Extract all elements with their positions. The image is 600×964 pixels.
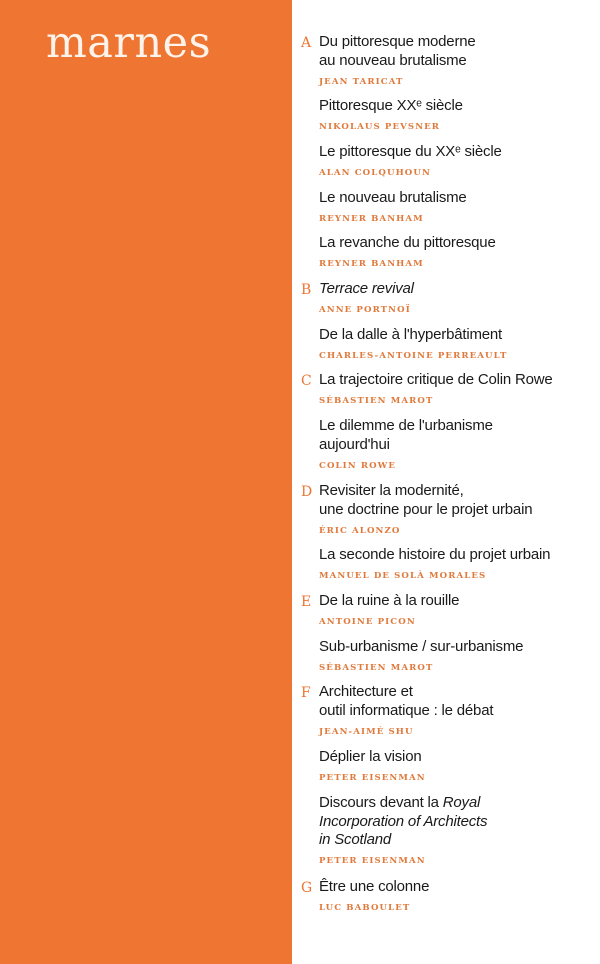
entry-title: Sub-urbanisme / sur-urbanisme xyxy=(319,638,524,655)
entry-title: De la dalle à l'hyperbâtiment xyxy=(319,326,503,343)
entry-title: Architecture et outil informatique : le débat xyxy=(319,683,494,719)
entry-title: La trajectoire critique de Colin Rowe xyxy=(319,371,553,388)
section-letter: G xyxy=(301,880,313,896)
table-of-contents xyxy=(292,0,600,964)
entry-author: ANNE PORTNOÏ xyxy=(319,305,411,315)
section-letter: F xyxy=(301,685,311,701)
entry-author: PETER EISENMAN xyxy=(319,773,426,783)
section-letter: E xyxy=(301,594,312,610)
entry-author: ÉRIC ALONZO xyxy=(319,526,401,536)
entry-author: SÉBASTIEN MAROT xyxy=(319,663,434,673)
entry-author: COLIN ROWE xyxy=(319,461,397,471)
entry-author: REYNER BANHAM xyxy=(319,214,424,224)
entry-author: ALAN COLQUHOUN xyxy=(319,168,431,178)
entry-author: MANUEL DE SOLÀ MORALES xyxy=(319,571,487,581)
entry-title: Le dilemme de l'urbanisme aujourd'hui xyxy=(319,417,493,453)
entry-title: Le nouveau brutalisme xyxy=(319,189,467,206)
entry-title: La seconde histoire du projet urbain xyxy=(319,546,551,563)
entry-author: CHARLES-ANTOINE PERREAULT xyxy=(319,351,508,361)
entry-author: ANTOINE PICON xyxy=(319,617,416,627)
section-letter: C xyxy=(301,373,312,389)
entry-author: JEAN TARICAT xyxy=(319,77,404,87)
entry-title: La revanche du pittoresque xyxy=(319,234,496,251)
entry-title: Du pittoresque moderne au nouveau brutalisme xyxy=(319,33,476,69)
section-letter: A xyxy=(301,35,312,51)
entry-title: De la ruine à la rouille xyxy=(319,592,460,609)
entry-title: Pittoresque XXᵉ siècle xyxy=(319,97,463,114)
section-letter: D xyxy=(301,484,313,500)
entry-title: Le pittoresque du XXᵉ siècle xyxy=(319,143,502,160)
brand-title: marnes xyxy=(46,18,212,68)
entry-title: Discours devant la Royal Incorporation of Architects in Scotland xyxy=(319,794,488,848)
entry-author: NIKOLAUS PEVSNER xyxy=(319,122,441,132)
entry-author: LUC BABOULET xyxy=(319,903,411,913)
section-letter: B xyxy=(301,282,312,298)
cover-panel xyxy=(0,0,292,964)
entry-author: REYNER BANHAM xyxy=(319,259,424,269)
entry-title: Déplier la vision xyxy=(319,748,422,765)
entry-title: Être une colonne xyxy=(319,878,430,895)
entry-title: Revisiter la modernité, une doctrine pour le projet urbain xyxy=(319,482,533,518)
entry-author: SÉBASTIEN MAROT xyxy=(319,396,434,406)
entry-author: JEAN-AIMÉ SHU xyxy=(319,727,414,737)
entry-title: Terrace revival xyxy=(319,280,414,297)
entry-author: PETER EISENMAN xyxy=(319,856,426,866)
